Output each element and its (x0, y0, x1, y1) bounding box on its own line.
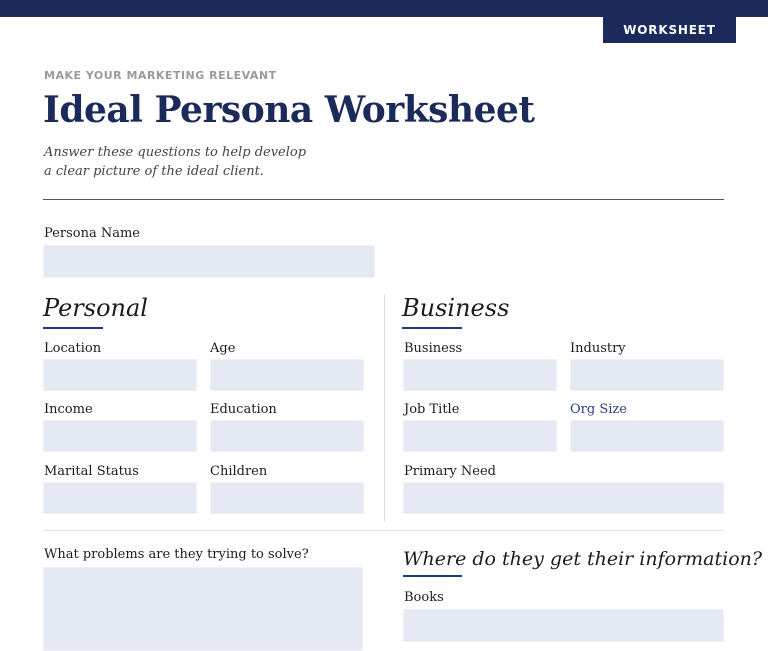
children-field[interactable] (210, 482, 364, 514)
problems-label: What problems are they trying to solve? (44, 547, 309, 562)
education-field[interactable] (210, 420, 364, 452)
books-field[interactable] (403, 609, 724, 642)
intro-text (44, 143, 306, 181)
kicker-text: MAKE YOUR MARKETING RELEVANT (44, 69, 277, 82)
information-heading: Where do they get their information? (403, 548, 763, 570)
section-divider (43, 530, 724, 531)
intro-line-2: a clear picture of the ideal client. (44, 164, 264, 179)
intro-line-1: Answer these questions to help develop (44, 145, 307, 160)
top-bar (0, 0, 768, 17)
location-label: Location (44, 341, 102, 356)
problems-textarea[interactable] (43, 567, 363, 651)
personal-heading-underline (43, 327, 103, 329)
age-field[interactable] (210, 359, 364, 391)
marital-status-label: Marital Status (44, 464, 139, 479)
education-label: Education (210, 402, 277, 417)
org-size-label: Org Size (570, 402, 627, 417)
business-heading-underline (402, 327, 462, 329)
business-heading: Business (402, 294, 510, 322)
header-divider (43, 199, 724, 200)
page-title: Ideal Persona Worksheet (43, 89, 535, 131)
income-field[interactable] (43, 420, 197, 452)
business-field[interactable] (403, 359, 557, 391)
column-divider (384, 294, 385, 522)
marital-status-field[interactable] (43, 482, 197, 514)
primary-need-field[interactable] (403, 482, 724, 514)
personal-heading: Personal (43, 294, 148, 322)
persona-name-field[interactable] (43, 245, 375, 278)
books-label: Books (404, 590, 444, 605)
job-title-label: Job Title (404, 402, 460, 417)
business-label: Business (404, 341, 463, 356)
primary-need-label: Primary Need (404, 464, 496, 479)
income-label: Income (44, 402, 93, 417)
information-heading-underline (403, 575, 462, 577)
job-title-field[interactable] (403, 420, 557, 452)
children-label: Children (210, 464, 268, 479)
worksheet-tag: WORKSHEET (603, 17, 736, 43)
persona-name-label: Persona Name (44, 226, 140, 241)
org-size-field[interactable] (570, 420, 724, 452)
industry-field[interactable] (570, 359, 724, 391)
location-field[interactable] (43, 359, 197, 391)
age-label: Age (210, 341, 236, 356)
industry-label: Industry (570, 341, 626, 356)
